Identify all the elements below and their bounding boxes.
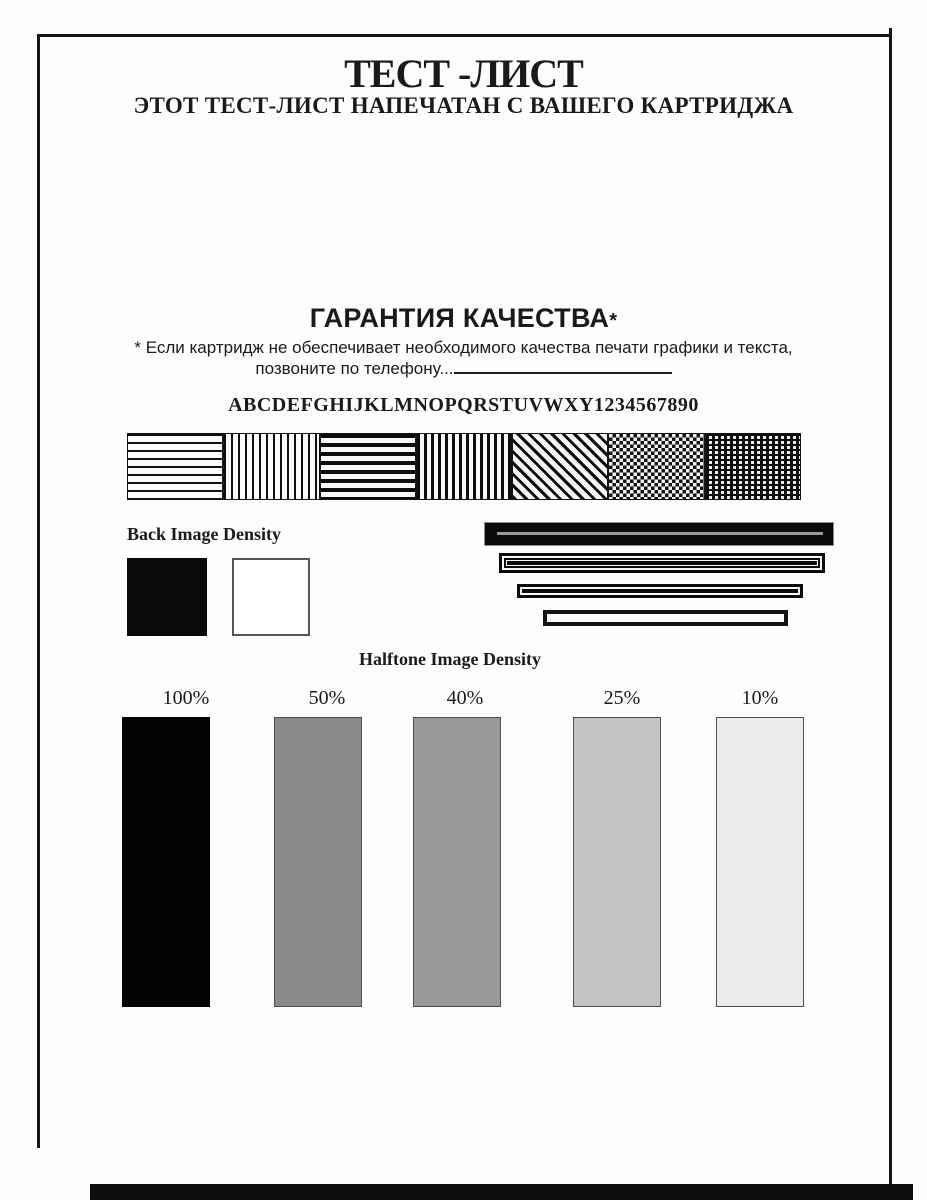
halftone-label-25: 25% (603, 687, 641, 709)
page-border-top (37, 34, 891, 37)
pattern-test-strip (127, 433, 801, 500)
page-border-left (37, 34, 40, 1148)
solid-black-square (127, 558, 207, 636)
asterisk-mark: * (609, 310, 618, 332)
bottom-toner-band (90, 1184, 913, 1200)
guarantee-note-line2 (0, 358, 927, 379)
checkerboard-dark-pattern (705, 433, 801, 500)
vertical-fine-lines-pattern (223, 433, 319, 500)
halftone-label-100: 100% (162, 687, 210, 709)
phone-blank-line (454, 358, 672, 374)
phone-prompt-text: позвоните по телефону... (255, 359, 454, 378)
white-outline-square (232, 558, 310, 636)
halftone-bar-25 (573, 717, 661, 1007)
halftone-density-label: Halftone Image Density (359, 649, 541, 669)
halftone-bar-50 (274, 717, 362, 1007)
back-image-density-label: Back Image Density (127, 524, 281, 544)
page-title: ТЕСТ -ЛИСТ (344, 51, 583, 96)
horizontal-bold-lines-pattern (320, 433, 416, 500)
font-test-line: ABCDEFGHIJKLMNOPQRSTUVWXY1234567890 (228, 394, 699, 416)
halftone-label-40: 40% (446, 687, 484, 709)
halftone-bar-100 (122, 717, 210, 1007)
halftone-bar-10 (716, 717, 804, 1007)
guarantee-heading (0, 303, 927, 334)
halftone-label-50: 50% (308, 687, 346, 709)
halftone-label-10: 10% (741, 687, 779, 709)
diagonal-lines-pattern (512, 433, 608, 500)
guarantee-heading-text: ГАРАНТИЯ КАЧЕСТВА (309, 303, 610, 333)
checkerboard-fine-pattern (608, 433, 704, 500)
density-bar-solid-with-line (485, 523, 833, 545)
density-bar-concentric (499, 553, 825, 573)
halftone-bar-40 (413, 717, 501, 1007)
page-border-right (889, 28, 892, 1200)
vertical-dense-lines-pattern (416, 433, 512, 500)
guarantee-note-line1: * Если картридж не обеспечивает необходимого качества печати графики и текста, (134, 338, 793, 357)
density-bar-hollow (543, 610, 788, 626)
page-subtitle: ЭТОТ ТЕСТ-ЛИСТ НАПЕЧАТАН С ВАШЕГО КАРТРИДЖА (133, 93, 794, 118)
horizontal-fine-lines-pattern (127, 433, 223, 500)
density-bar-inset-outline (517, 584, 803, 598)
